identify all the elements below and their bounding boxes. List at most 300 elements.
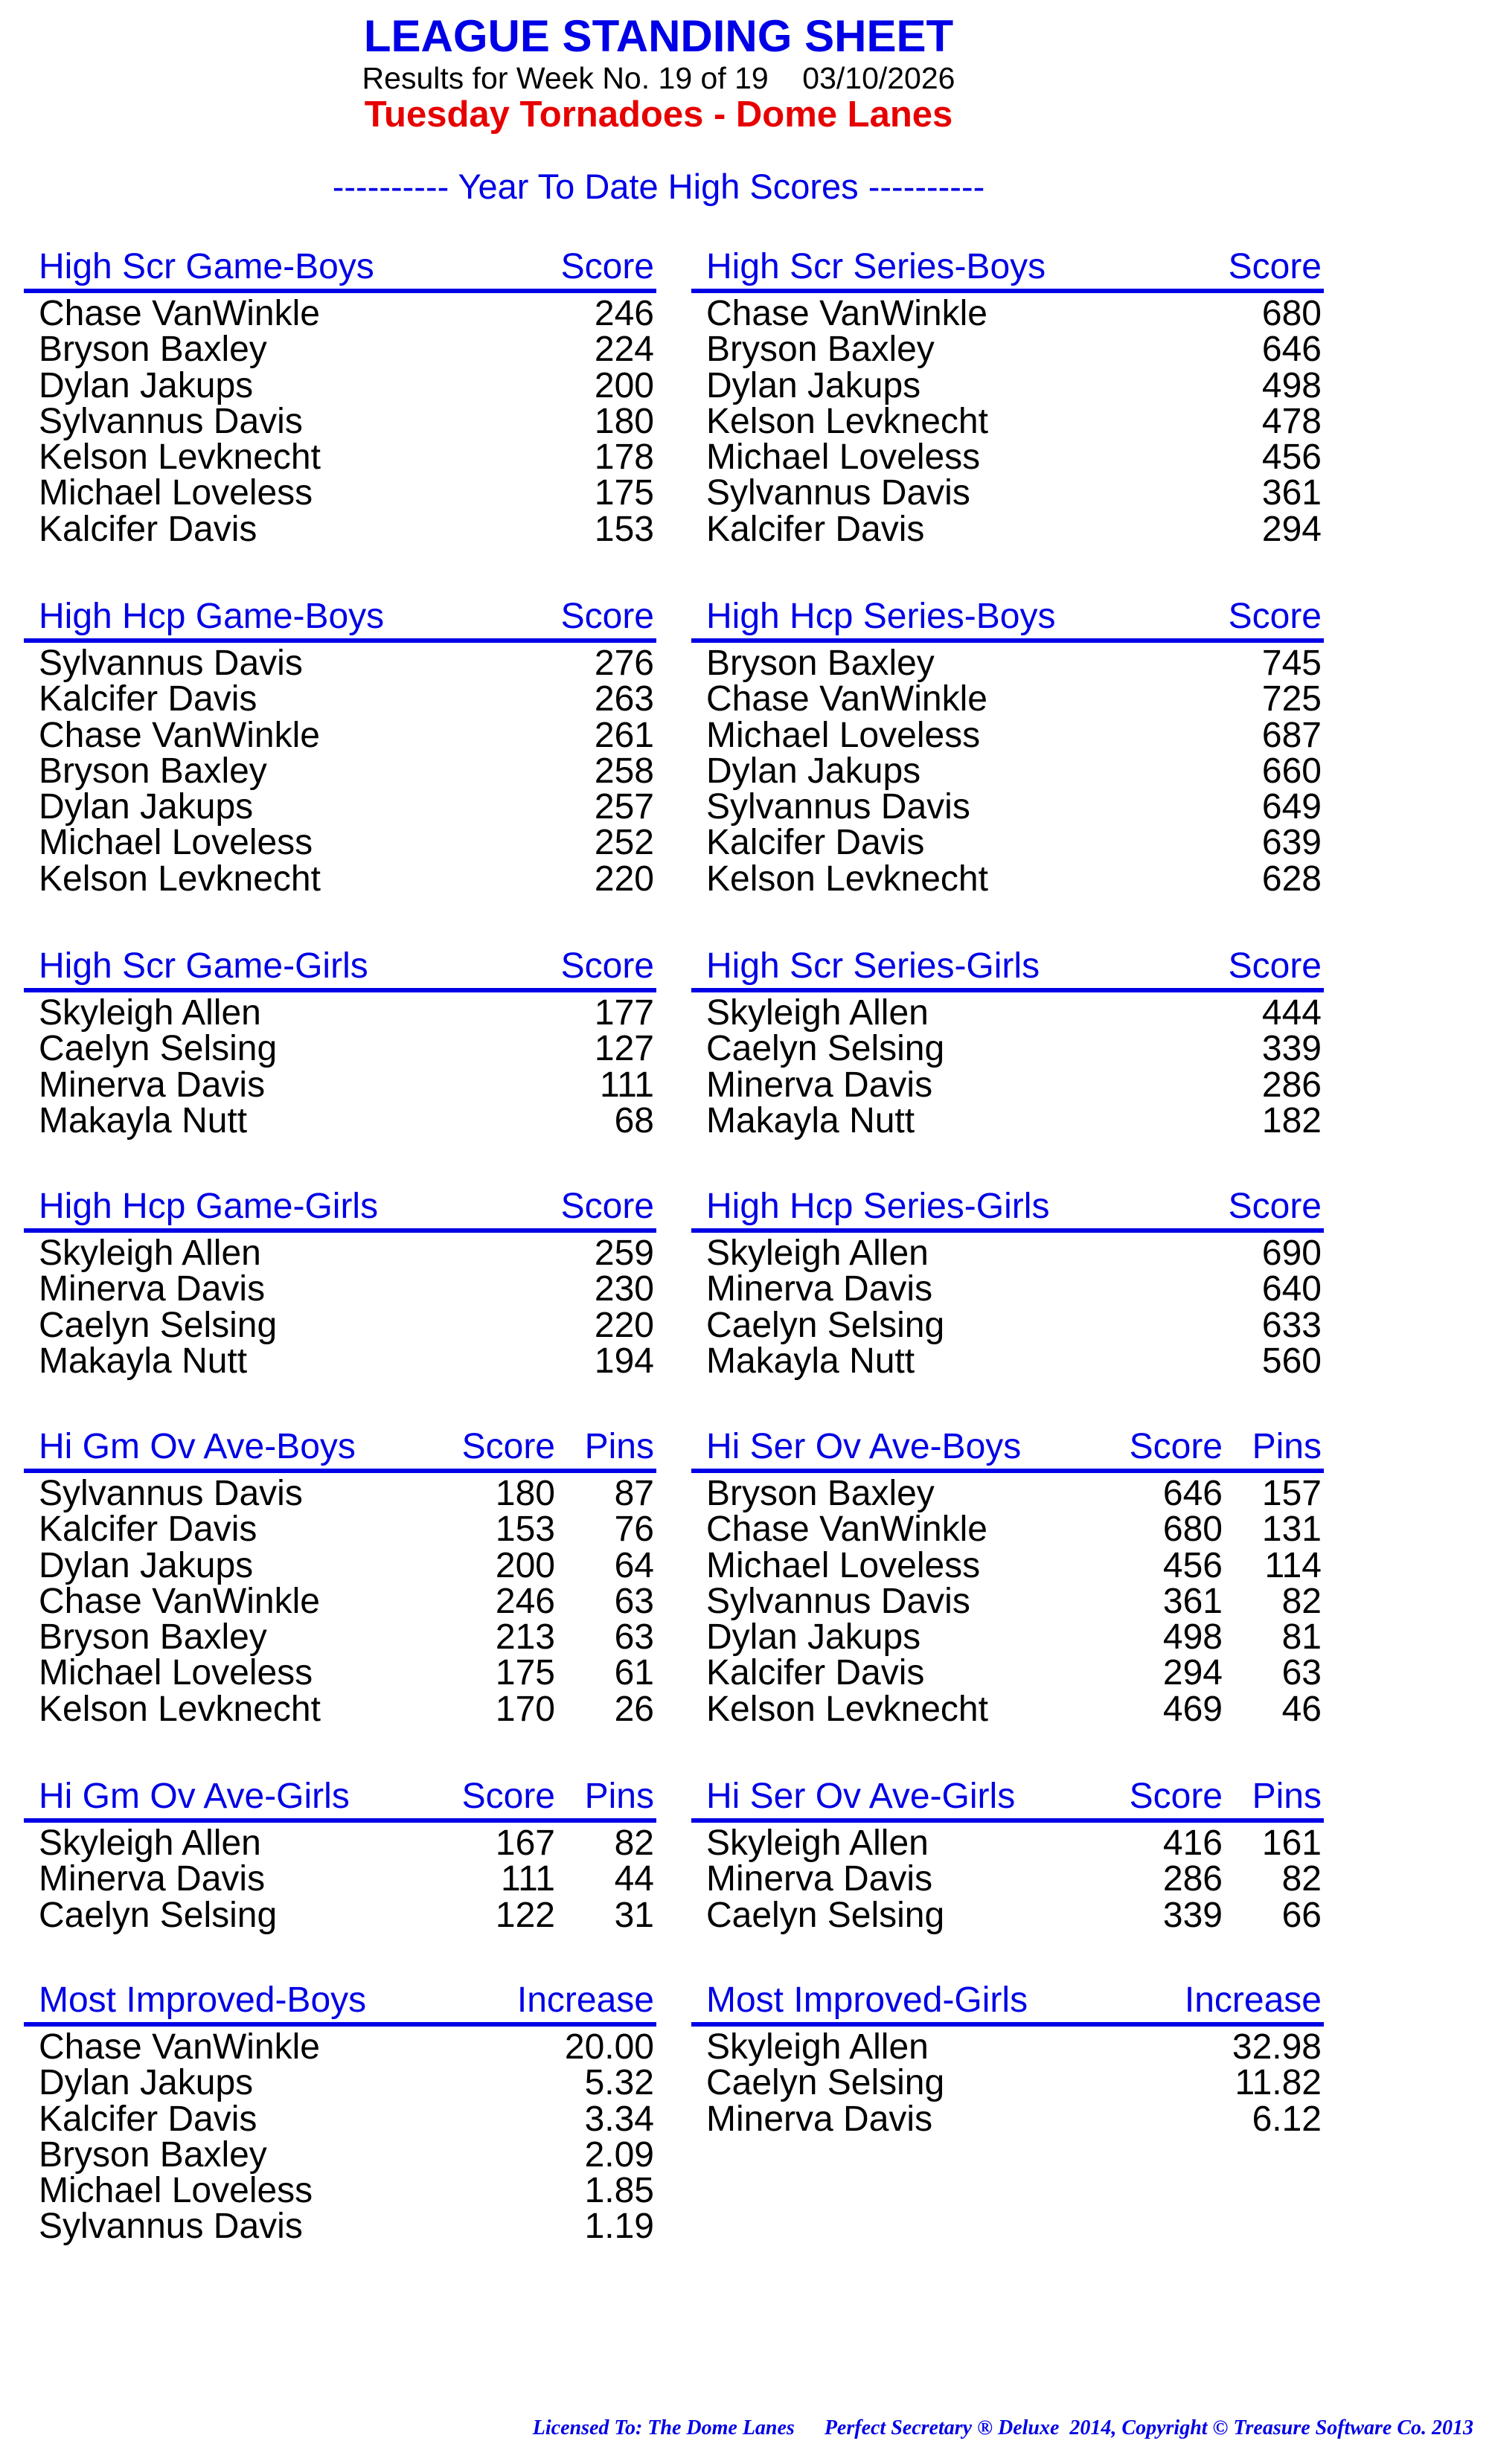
bowler-name: Bryson Baxley — [39, 1617, 267, 1658]
bowler-name: Michael Loveless — [706, 437, 981, 478]
row-value: 294 — [1261, 509, 1322, 549]
row-value: 153 — [594, 509, 654, 549]
row-pins: 114 — [1264, 1545, 1322, 1585]
row-value: 294 — [1162, 1653, 1223, 1693]
table-row — [24, 646, 656, 681]
bowler-name: Bryson Baxley — [39, 330, 267, 370]
column-header: Score — [1228, 1187, 1322, 1226]
bowler-name: Chase VanWinkle — [39, 1581, 320, 1621]
bowler-name: Kalcifer Davis — [39, 679, 257, 719]
table-row — [24, 509, 656, 549]
table-row — [691, 789, 1324, 825]
bowler-name: Caelyn Selsing — [706, 2063, 945, 2103]
row-value: 286 — [1261, 1065, 1322, 1105]
table-row — [24, 475, 656, 511]
section-rows — [691, 992, 1324, 1139]
bowler-name: Michael Loveless — [706, 1545, 981, 1585]
table-row — [691, 1341, 1324, 1381]
row-pins: 46 — [1281, 1689, 1322, 1729]
row-pins: 82 — [614, 1823, 654, 1863]
table-row — [24, 715, 656, 755]
row-pins: 44 — [614, 1859, 654, 1899]
row-value: 1.85 — [584, 2171, 654, 2211]
row-value: 646 — [1261, 330, 1322, 370]
column-header: Score — [1228, 597, 1322, 636]
section-rows — [691, 1473, 1324, 1727]
table-row — [691, 1065, 1324, 1105]
row-value: 175 — [594, 473, 654, 513]
row-value: 339 — [1261, 1029, 1322, 1069]
section-hi-ser-ov-ave-girls — [691, 1771, 1324, 1934]
bowler-name: Minerva Davis — [706, 1065, 933, 1105]
row-value: 153 — [495, 1509, 555, 1550]
section-rows — [24, 1823, 656, 1934]
section-hi-ser-ov-ave-boys — [691, 1422, 1324, 1727]
column-header: Score — [560, 946, 654, 986]
section-title: Hi Ser Ov Ave-Girls — [706, 1777, 1016, 1816]
section-header — [24, 1181, 656, 1233]
bowler-name: Dylan Jakups — [706, 751, 921, 791]
row-pins: 161 — [1261, 1823, 1322, 1863]
section-most-improved-boys — [24, 1975, 656, 2245]
row-value: 339 — [1162, 1895, 1223, 1935]
row-value: 200 — [495, 1545, 555, 1585]
row-value: 182 — [1261, 1100, 1322, 1140]
week-subtitle: Results for Week No. 19 of 19 03/10/2026 — [362, 61, 955, 95]
row-pins: 31 — [614, 1895, 654, 1935]
table-row — [24, 1031, 656, 1067]
bowler-name: Dylan Jakups — [39, 2063, 254, 2103]
row-value: 690 — [1261, 1233, 1322, 1273]
section-rows — [24, 2027, 656, 2245]
bowler-name: Kalcifer Davis — [706, 1653, 925, 1693]
bowler-name: Makayla Nutt — [706, 1341, 915, 1381]
row-value: 498 — [1261, 365, 1322, 405]
section-high-hcp-game-boys — [24, 591, 656, 897]
table-row — [24, 2065, 656, 2101]
bowler-name: Dylan Jakups — [39, 365, 254, 405]
bowler-name: Skyleigh Allen — [39, 993, 261, 1033]
column-header: Pins — [1252, 1427, 1322, 1466]
section-title: Hi Gm Ov Ave-Girls — [39, 1777, 350, 1816]
table-row — [691, 995, 1324, 1031]
table-row — [24, 1271, 656, 1307]
table-row — [691, 1617, 1324, 1658]
table-row — [691, 1545, 1324, 1585]
section-most-improved-girls — [691, 1975, 1324, 2137]
table-row — [24, 995, 656, 1031]
bowler-name: Sylvannus Davis — [706, 787, 970, 827]
section-header — [691, 242, 1324, 293]
bowler-name: Sylvannus Davis — [706, 473, 970, 513]
bowler-name: Kelson Levknecht — [39, 437, 321, 478]
table-row — [691, 1476, 1324, 1512]
row-value: 122 — [495, 1895, 555, 1935]
row-value: 252 — [594, 823, 654, 863]
bowler-name: Michael Loveless — [39, 473, 313, 513]
table-row — [24, 1305, 656, 1345]
bowler-name: Dylan Jakups — [39, 1545, 254, 1585]
section-title: High Hcp Game-Girls — [39, 1187, 379, 1226]
row-value: 258 — [594, 751, 654, 791]
table-row — [24, 2134, 656, 2175]
bowler-name: Skyleigh Allen — [706, 1233, 929, 1273]
bowler-name: Skyleigh Allen — [39, 1233, 261, 1273]
table-row — [691, 1581, 1324, 1621]
row-value: 640 — [1261, 1269, 1322, 1309]
table-row — [24, 2027, 656, 2067]
bowler-name: Sylvannus Davis — [39, 2207, 303, 2247]
row-value: 177 — [594, 993, 654, 1033]
bowler-name: Skyleigh Allen — [706, 993, 929, 1033]
table-row — [691, 509, 1324, 549]
section-title: Most Improved-Boys — [39, 1980, 367, 2020]
bowler-name: Kalcifer Davis — [706, 823, 925, 863]
row-value: 6.12 — [1252, 2099, 1322, 2139]
section-header — [24, 591, 656, 643]
row-value: 286 — [1162, 1859, 1223, 1899]
table-row — [24, 296, 656, 332]
table-row — [24, 401, 656, 441]
section-rows — [691, 2027, 1324, 2137]
bowler-name: Skyleigh Allen — [39, 1823, 261, 1863]
row-value: 2.09 — [584, 2134, 654, 2175]
bowler-name: Makayla Nutt — [39, 1341, 248, 1381]
bowler-name: Kalcifer Davis — [39, 1509, 257, 1550]
row-value: 180 — [594, 401, 654, 441]
row-pins: 81 — [1281, 1617, 1322, 1658]
row-pins: 157 — [1261, 1474, 1322, 1513]
section-header — [24, 242, 656, 293]
row-value: 725 — [1261, 679, 1322, 719]
table-row — [24, 1823, 656, 1863]
table-row — [24, 1617, 656, 1658]
table-row — [691, 2099, 1324, 2139]
row-value: 416 — [1162, 1823, 1223, 1863]
table-row — [691, 1655, 1324, 1691]
section-header — [24, 1771, 656, 1823]
column-header: Pins — [584, 1777, 654, 1816]
row-value: 660 — [1261, 751, 1322, 791]
row-value: 5.32 — [584, 2063, 654, 2103]
row-value: 469 — [1162, 1689, 1223, 1729]
row-value: 257 — [594, 787, 654, 827]
row-value: 167 — [495, 1823, 555, 1863]
column-header: Score — [1129, 1427, 1223, 1466]
bowler-name: Kelson Levknecht — [706, 859, 988, 899]
bowler-name: Michael Loveless — [39, 823, 313, 863]
section-header — [24, 1422, 656, 1473]
table-row — [24, 1065, 656, 1105]
bowler-name: Sylvannus Davis — [39, 644, 303, 683]
section-rows — [691, 1233, 1324, 1379]
table-row — [691, 715, 1324, 755]
row-value: 32.98 — [1232, 2027, 1322, 2067]
row-pins: 26 — [614, 1689, 654, 1729]
row-value: 3.34 — [584, 2099, 654, 2139]
row-pins: 82 — [1281, 1859, 1322, 1899]
bowler-name: Chase VanWinkle — [706, 679, 987, 719]
bowler-name: Kalcifer Davis — [39, 509, 257, 549]
table-row — [24, 1689, 656, 1729]
table-row — [691, 475, 1324, 511]
bowler-name: Sylvannus Davis — [39, 401, 303, 441]
bowler-name: Caelyn Selsing — [39, 1305, 278, 1345]
section-title: High Hcp Series-Boys — [706, 597, 1056, 636]
table-row — [691, 646, 1324, 681]
row-value: 680 — [1261, 294, 1322, 333]
section-title: Hi Gm Ov Ave-Boys — [39, 1427, 356, 1466]
row-value: 361 — [1261, 473, 1322, 513]
section-title: High Scr Series-Girls — [706, 946, 1040, 986]
table-row — [24, 1581, 656, 1621]
row-value: 180 — [495, 1474, 555, 1513]
sheet-title: LEAGUE STANDING SHEET — [363, 11, 954, 61]
section-rows — [24, 992, 656, 1139]
table-row — [691, 1271, 1324, 1307]
table-row — [691, 1823, 1324, 1863]
row-value: 361 — [1162, 1581, 1223, 1621]
row-value: 680 — [1162, 1509, 1223, 1550]
bowler-name: Minerva Davis — [39, 1269, 266, 1309]
section-title: High Scr Game-Girls — [39, 946, 368, 986]
column-header: Score — [461, 1777, 555, 1816]
table-row — [24, 1509, 656, 1550]
section-rows — [24, 1233, 656, 1379]
bowler-name: Michael Loveless — [706, 715, 981, 755]
table-row — [691, 681, 1324, 717]
table-row — [691, 437, 1324, 478]
section-rows — [24, 293, 656, 548]
bowler-name: Caelyn Selsing — [39, 1895, 278, 1935]
table-row — [24, 1861, 656, 1897]
row-value: 456 — [1261, 437, 1322, 478]
column-header: Increase — [1184, 1980, 1322, 2020]
section-header — [691, 1181, 1324, 1233]
bowler-name: Caelyn Selsing — [706, 1029, 945, 1069]
bowler-name: Chase VanWinkle — [39, 715, 320, 755]
row-pins: 82 — [1281, 1581, 1322, 1621]
section-header — [24, 941, 656, 992]
bowler-name: Minerva Davis — [706, 1269, 933, 1309]
row-value: 111 — [600, 1065, 654, 1105]
bowler-name: Sylvannus Davis — [39, 1474, 303, 1513]
row-value: 246 — [495, 1581, 555, 1621]
bowler-name: Sylvannus Davis — [706, 1581, 970, 1621]
row-value: 444 — [1261, 993, 1322, 1033]
table-row — [24, 1100, 656, 1140]
section-title: Hi Ser Ov Ave-Boys — [706, 1427, 1022, 1466]
table-row — [24, 681, 656, 717]
table-row — [24, 2173, 656, 2209]
row-pins: 87 — [614, 1474, 654, 1513]
bowler-name: Skyleigh Allen — [706, 1823, 929, 1863]
bowler-name: Kelson Levknecht — [39, 1689, 321, 1729]
bowler-name: Michael Loveless — [39, 2171, 313, 2211]
table-row — [24, 859, 656, 899]
bowler-name: Caelyn Selsing — [706, 1895, 945, 1935]
table-row — [691, 1895, 1324, 1935]
table-row — [691, 751, 1324, 791]
bowler-name: Makayla Nutt — [39, 1100, 248, 1140]
bowler-name: Bryson Baxley — [706, 330, 935, 370]
table-row — [691, 296, 1324, 332]
table-row — [24, 332, 656, 368]
row-value: 194 — [594, 1341, 654, 1381]
bowler-name: Minerva Davis — [39, 1065, 266, 1105]
row-value: 127 — [594, 1029, 654, 1069]
table-row — [691, 1031, 1324, 1067]
table-row — [691, 2027, 1324, 2067]
section-title: High Hcp Game-Boys — [39, 597, 385, 636]
row-value: 628 — [1261, 859, 1322, 899]
table-row — [691, 1305, 1324, 1345]
table-row — [24, 1895, 656, 1935]
row-value: 175 — [495, 1653, 555, 1693]
team-name: Tuesday Tornadoes - Dome Lanes — [364, 94, 953, 135]
table-row — [24, 437, 656, 478]
table-row — [24, 1476, 656, 1512]
column-header: Score — [560, 597, 654, 636]
row-value: 560 — [1261, 1341, 1322, 1381]
bowler-name: Bryson Baxley — [706, 644, 935, 683]
section-hi-gm-ov-ave-boys — [24, 1422, 656, 1727]
row-pins: 64 — [614, 1545, 654, 1585]
table-row — [691, 1689, 1324, 1729]
bowler-name: Bryson Baxley — [706, 1474, 935, 1513]
table-row — [691, 365, 1324, 405]
section-title: Most Improved-Girls — [706, 1980, 1028, 2020]
section-title: High Scr Game-Boys — [39, 247, 374, 286]
bowler-name: Michael Loveless — [39, 1653, 313, 1693]
table-row — [24, 365, 656, 405]
table-row — [691, 401, 1324, 441]
column-header: Pins — [1252, 1777, 1322, 1816]
row-value: 68 — [614, 1100, 654, 1140]
row-pins: 63 — [614, 1617, 654, 1658]
row-value: 213 — [495, 1617, 555, 1658]
table-row — [24, 789, 656, 825]
row-value: 478 — [1261, 401, 1322, 441]
row-value: 220 — [594, 859, 654, 899]
table-row — [24, 825, 656, 861]
row-value: 230 — [594, 1269, 654, 1309]
table-row — [24, 751, 656, 791]
bowler-name: Skyleigh Allen — [706, 2027, 929, 2067]
section-high-hcp-series-girls — [691, 1181, 1324, 1379]
row-value: 639 — [1261, 823, 1322, 863]
footer — [0, 2416, 1473, 2440]
bowler-name: Kalcifer Davis — [706, 509, 925, 549]
table-row — [24, 1233, 656, 1273]
bowler-name: Minerva Davis — [706, 2099, 933, 2139]
bowler-name: Kelson Levknecht — [706, 401, 988, 441]
row-value: 456 — [1162, 1545, 1223, 1585]
bowler-name: Dylan Jakups — [39, 787, 254, 827]
table-row — [691, 2065, 1324, 2101]
section-high-scr-series-boys — [691, 242, 1324, 548]
column-header: Score — [560, 247, 654, 286]
footer-copyright: Perfect Secretary ® Deluxe 2014, Copyright © Treasure Software Co. 2013 — [824, 2416, 1473, 2439]
row-value: 687 — [1261, 715, 1322, 755]
column-header: Score — [1228, 247, 1322, 286]
row-value: 170 — [495, 1689, 555, 1729]
section-header — [691, 1771, 1324, 1823]
row-value: 276 — [594, 644, 654, 683]
bowler-name: Minerva Davis — [39, 1859, 266, 1899]
table-row — [691, 825, 1324, 861]
section-high-hcp-game-girls — [24, 1181, 656, 1379]
bowler-name: Kelson Levknecht — [39, 859, 321, 899]
table-row — [691, 859, 1324, 899]
column-header: Score — [461, 1427, 555, 1466]
bowler-name: Kelson Levknecht — [706, 1689, 988, 1729]
table-row — [24, 1655, 656, 1691]
section-header — [691, 591, 1324, 643]
bowler-name: Kalcifer Davis — [39, 2099, 257, 2139]
row-pins: 61 — [614, 1653, 654, 1693]
bowler-name: Makayla Nutt — [706, 1100, 915, 1140]
row-pins: 63 — [1281, 1653, 1322, 1693]
row-value: 259 — [594, 1233, 654, 1273]
row-pins: 66 — [1281, 1895, 1322, 1935]
table-row — [24, 2099, 656, 2139]
row-pins: 76 — [614, 1509, 654, 1550]
section-rows — [691, 1823, 1324, 1934]
section-banner: ---------- Year To Date High Scores ---------- — [332, 167, 985, 206]
bowler-name: Dylan Jakups — [706, 1617, 921, 1658]
column-header: Score — [1228, 946, 1322, 986]
section-header — [691, 941, 1324, 992]
table-row — [691, 332, 1324, 368]
column-header: Pins — [584, 1427, 654, 1466]
bowler-name: Chase VanWinkle — [706, 1509, 987, 1550]
section-hi-gm-ov-ave-girls — [24, 1771, 656, 1934]
section-high-scr-game-boys — [24, 242, 656, 548]
row-value: 498 — [1162, 1617, 1223, 1658]
row-value: 246 — [594, 294, 654, 333]
column-header: Score — [560, 1187, 654, 1226]
row-value: 261 — [594, 715, 654, 755]
bowler-name: Bryson Baxley — [39, 2134, 267, 2175]
table-row — [691, 1100, 1324, 1140]
row-value: 646 — [1162, 1474, 1223, 1513]
section-high-scr-series-girls — [691, 941, 1324, 1139]
row-value: 745 — [1261, 644, 1322, 683]
column-header: Increase — [516, 1980, 654, 2020]
row-value: 633 — [1261, 1305, 1322, 1345]
row-value: 649 — [1261, 787, 1322, 827]
section-title: High Scr Series-Boys — [706, 247, 1046, 286]
section-high-scr-game-girls — [24, 941, 656, 1139]
table-row — [24, 1545, 656, 1585]
row-value: 11.82 — [1235, 2063, 1322, 2103]
bowler-name: Chase VanWinkle — [39, 2027, 320, 2067]
section-header — [24, 1975, 656, 2027]
table-row — [691, 1861, 1324, 1897]
section-header — [691, 1422, 1324, 1473]
bowler-name: Caelyn Selsing — [39, 1029, 278, 1069]
table-row — [691, 1509, 1324, 1550]
bowler-name: Minerva Davis — [706, 1859, 933, 1899]
bowler-name: Caelyn Selsing — [706, 1305, 945, 1345]
row-value: 1.19 — [584, 2207, 654, 2247]
footer-licensed: Licensed To: The Dome Lanes — [532, 2416, 795, 2439]
bowler-name: Bryson Baxley — [39, 751, 267, 791]
row-value: 224 — [594, 330, 654, 370]
section-rows — [24, 643, 656, 897]
section-rows — [691, 293, 1324, 548]
